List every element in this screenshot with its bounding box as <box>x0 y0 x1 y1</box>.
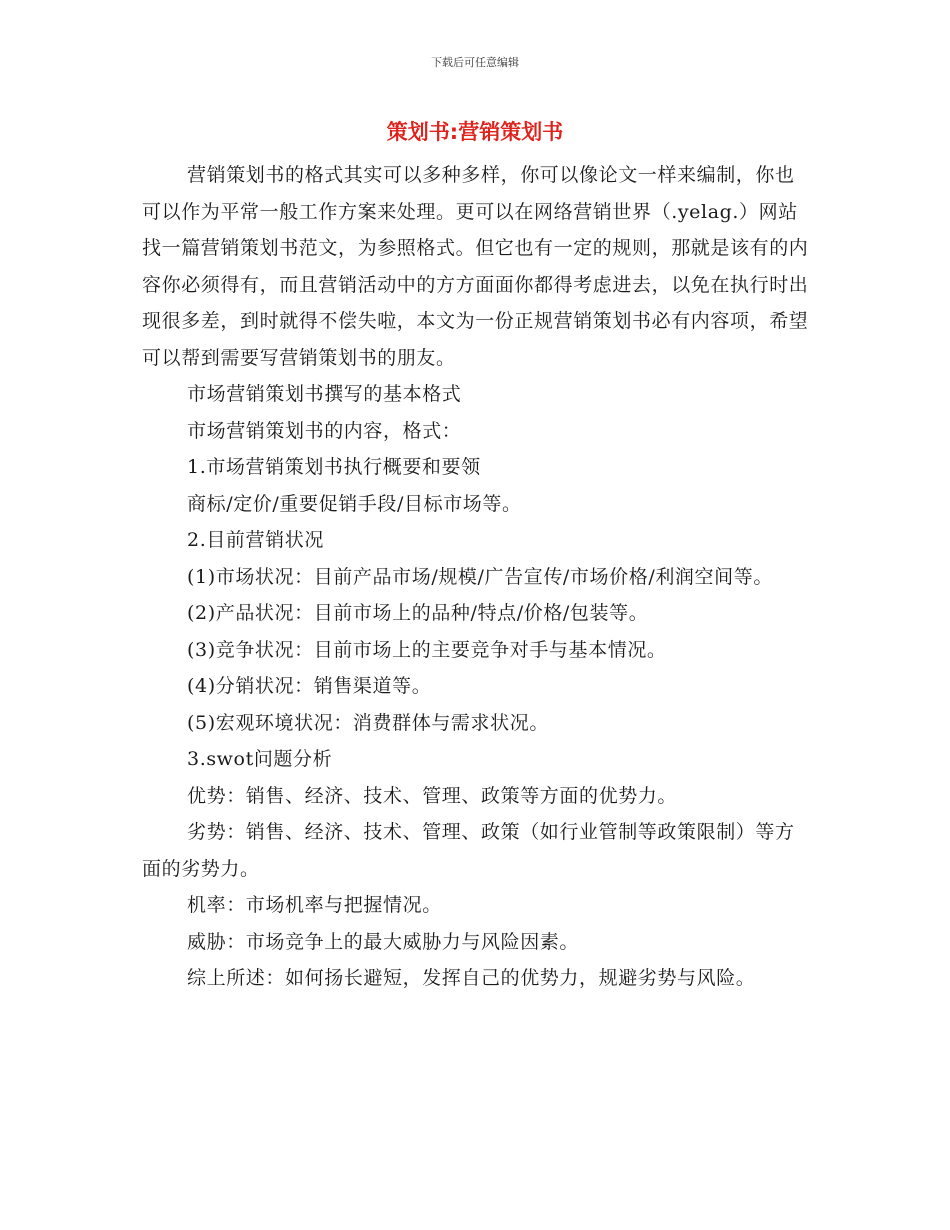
paragraph: 机率：市场机率与把握情况。 <box>187 894 442 916</box>
list-item: 2.目前营销状况 <box>187 529 324 551</box>
list-item: (5)宏观环境状况：消费群体与需求状况。 <box>187 711 549 734</box>
document-body <box>142 157 814 997</box>
paragraph: 商标/定价/重要促销手段/目标市场等。 <box>187 492 522 515</box>
list-item: (3)竞争状况：目前市场上的主要竞争对手与基本情况。 <box>187 638 667 661</box>
paragraph: 劣势：销售、经济、技术、管理、政策（如行业管制等政策限制）等方面的劣势力。 <box>142 821 795 880</box>
paragraph: 威胁：市场竞争上的最大威胁力与风险因素。 <box>187 930 580 953</box>
section-heading: 市场营销策划书撰写的基本格式 <box>187 383 462 405</box>
header-note: 下载后可任意编辑 <box>431 56 519 69</box>
list-item: (2)产品状况：目前市场上的品种/特点/价格/包装等。 <box>187 602 649 624</box>
paragraph: 市场营销策划书的内容，格式： <box>187 419 462 442</box>
list-item: (4)分销状况：销售渠道等。 <box>187 675 432 697</box>
list-item: 1.市场营销策划书执行概要和要领 <box>187 456 481 478</box>
intro-paragraph: 营销策划书的格式其实可以多种多样，你可以像论文一样来编制，你也可以作为平常一般工作方案来处理。更可以在网络营销世界（.yelag.）网站找一篇营销策划书范文，为参照格式。但它也有一定的规则，那就是该有的内容你必须得有，而且营销活动中的方方面面你都得考虑进去，以免在执行时出现很多差，到时就得不偿失啦，本文为一份正规营销策划书必有内容项，希望可以帮到需要写营销策划书的朋友。 <box>142 164 809 369</box>
list-item: (1)市场状况：目前产品市场/规模/广告宣传/市场价格/利润空间等。 <box>187 565 773 588</box>
document-title: 策划书:营销策划书 <box>386 120 564 144</box>
list-item: 3.swot问题分析 <box>187 748 333 770</box>
paragraph: 综上所述：如何扬长避短，发挥自己的优势力，规避劣势与风险。 <box>187 967 756 989</box>
paragraph: 优势：销售、经济、技术、管理、政策等方面的优势力。 <box>187 784 678 807</box>
